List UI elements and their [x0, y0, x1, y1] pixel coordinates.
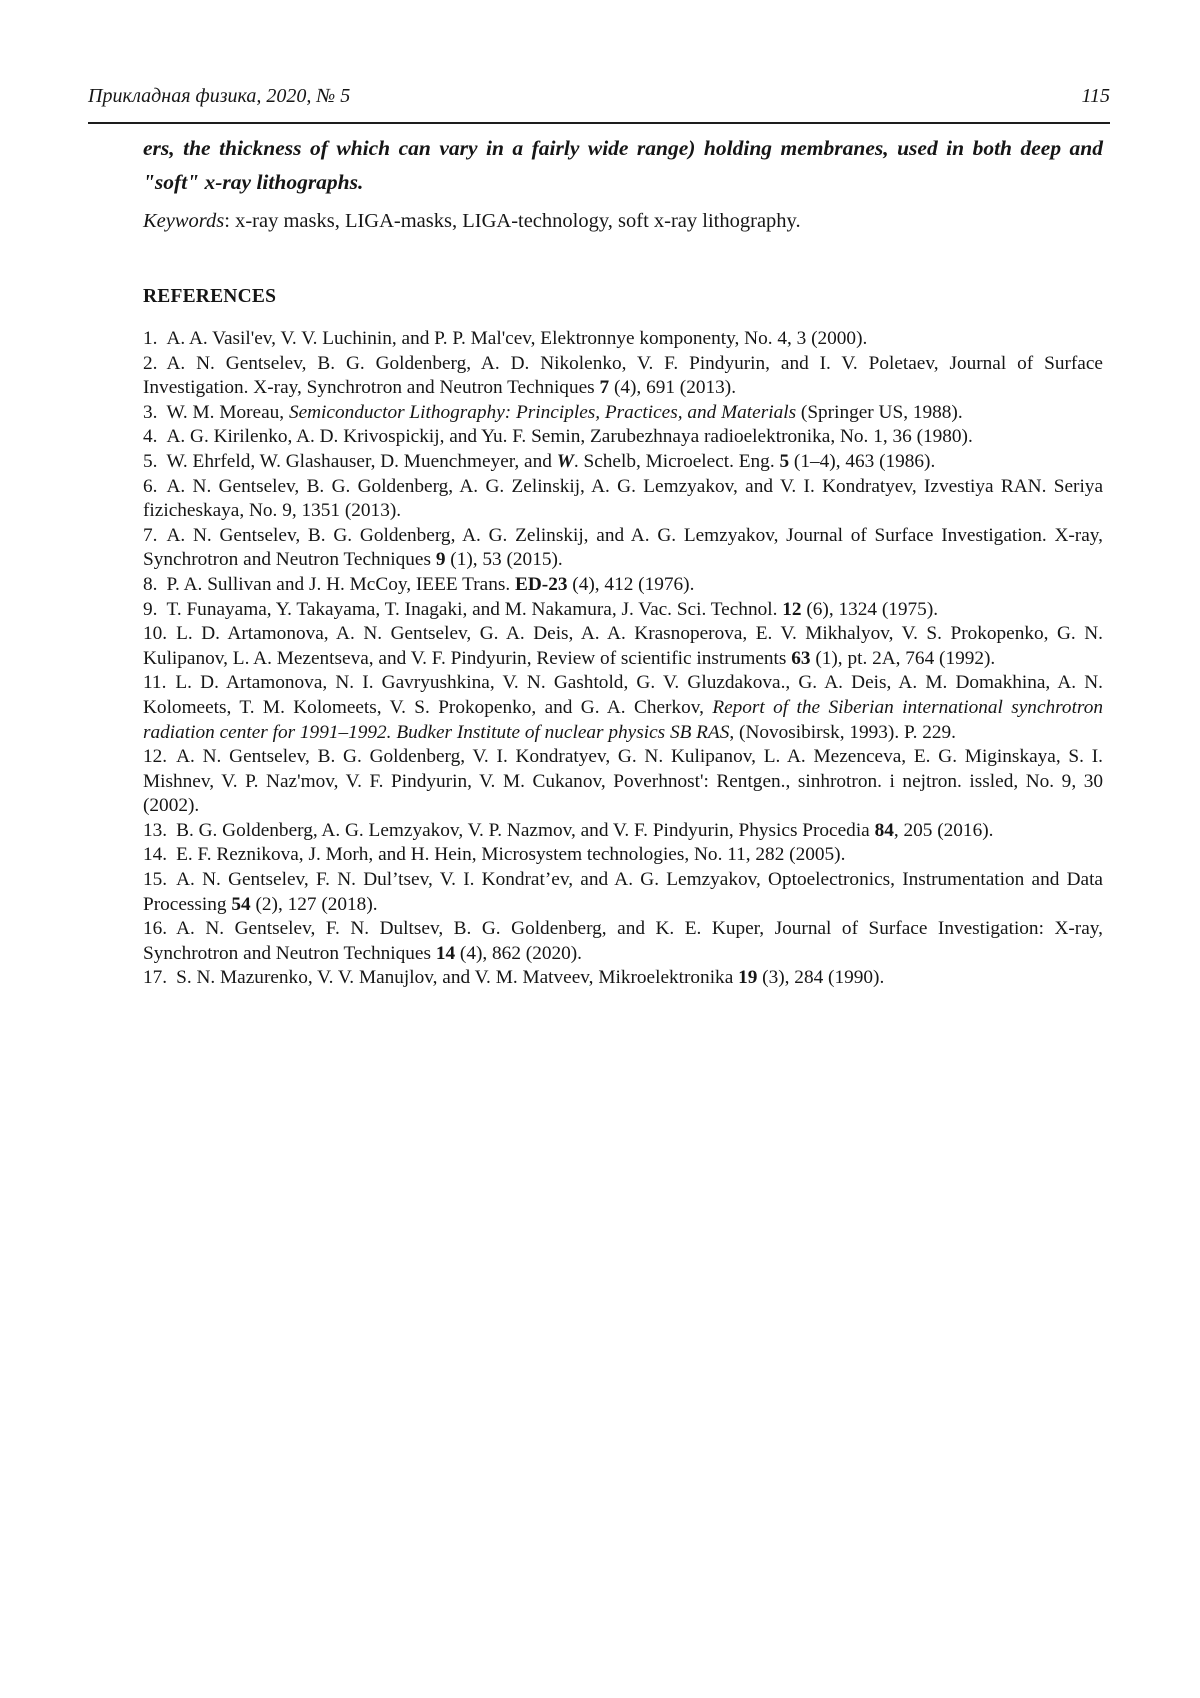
- reference-text: A. N. Gentselev, B. G. Goldenberg, V. I. Kondratyev, G. N. Kulipanov, L. A. Mezenceva, E. G. Miginskaya, S. I. Mishnev, V. P. Naz'mov, V. F. Pindyurin, V. M. Cukanov, Poverhnost': Rentgen., sinhrotron. i nejtron. issled, No. 9, 30 (2002).: [143, 746, 1103, 817]
- reference-number: 14.: [143, 844, 168, 866]
- reference-number: 12.: [143, 746, 168, 768]
- reference-item: [143, 401, 1103, 426]
- reference-text: . Schelb, Microelect. Eng.: [573, 450, 780, 472]
- reference-text: 9: [435, 549, 446, 571]
- reference-number: 5.: [143, 450, 158, 472]
- reference-text: A. G. Kirilenko, A. D. Krivospickij, and Yu. F. Semin, Zarubezhnaya radioelektronika, No. 1, 36 (1980).: [166, 426, 973, 448]
- reference-number: 17.: [143, 967, 168, 989]
- reference-number: 13.: [143, 819, 168, 841]
- reference-text: (4), 691 (2013).: [609, 377, 737, 399]
- reference-item: [143, 843, 1103, 868]
- reference-item: [143, 327, 1103, 352]
- reference-number: 3.: [143, 401, 158, 423]
- reference-item: [143, 352, 1103, 401]
- page-number: 115: [1081, 85, 1110, 107]
- reference-text: (3), 284 (1990).: [757, 967, 885, 989]
- reference-text: P. A. Sullivan and J. H. McCoy, IEEE Trans.: [166, 573, 515, 595]
- reference-text: W. M. Moreau,: [166, 401, 289, 423]
- reference-item: [143, 573, 1103, 598]
- reference-item: [143, 917, 1103, 966]
- reference-text: , (Novosibirsk, 1993). P. 229.: [729, 721, 956, 743]
- reference-item: [143, 598, 1103, 623]
- reference-text: (Springer US, 1988).: [796, 401, 963, 423]
- reference-item: [143, 966, 1103, 991]
- reference-text: Semiconductor Lithography: Principles, Practices, and Materials: [288, 401, 797, 423]
- reference-text: 7: [599, 377, 610, 399]
- reference-text: E. F. Reznikova, J. Morh, and H. Hein, Microsystem technologies, No. 11, 282 (2005).: [176, 844, 846, 866]
- reference-number: 9.: [143, 598, 158, 620]
- reference-text: (6), 1324 (1975).: [801, 598, 939, 620]
- reference-item: [143, 819, 1103, 844]
- reference-text: , 205 (2016).: [893, 819, 994, 841]
- reference-text: A. N. Gentselev, F. N. Dul’tsev, V. I. Kondrat’ev, and A. G. Lemzyakov, Optoelectronics, Instrumentation and Data Processing: [143, 869, 1103, 915]
- reference-text: (4), 412 (1976).: [567, 573, 695, 595]
- keywords-text: : x-ray masks, LIGA-masks, LIGA-technology, soft x-ray lithography.: [224, 210, 801, 232]
- reference-item: [143, 475, 1103, 524]
- reference-text: 5: [779, 450, 790, 472]
- reference-text: (2), 127 (2018).: [250, 893, 378, 915]
- reference-text: (1), pt. 2A, 764 (1992).: [810, 647, 996, 669]
- page-header: [88, 84, 1110, 108]
- reference-number: 8.: [143, 573, 158, 595]
- reference-text: 14: [435, 942, 456, 964]
- reference-number: 4.: [143, 426, 158, 448]
- reference-number: 2.: [143, 352, 158, 374]
- reference-text: S. N. Mazurenko, V. V. Manujlov, and V. M. Matveev, Mikroelektronika: [176, 967, 739, 989]
- reference-text: A. N. Gentselev, F. N. Dultsev, B. G. Goldenberg, and K. E. Kuper, Journal of Surface Investigation: X-ray, Synchrotron and Neutron Techniques: [143, 918, 1103, 964]
- reference-text: W: [556, 450, 574, 472]
- reference-text: (1–4), 463 (1986).: [789, 450, 936, 472]
- reference-number: 1.: [143, 328, 158, 349]
- reference-number: 10.: [143, 623, 168, 645]
- reference-number: 6.: [143, 475, 158, 497]
- reference-text: (1), 53 (2015).: [445, 549, 563, 571]
- reference-number: 7.: [143, 524, 158, 546]
- reference-number: 15.: [143, 869, 168, 891]
- reference-text: A. N. Gentselev, B. G. Goldenberg, A. G. Zelinskij, A. G. Lemzyakov, and V. I. Kondratyev, Izvestiya RAN. Seriya fizicheskaya, No. 9, 1351 (2013).: [143, 475, 1103, 522]
- reference-text: L. D. Artamonova, A. N. Gentselev, G. A. Deis, A. A. Krasnoperova, E. V. Mikhalyov, V. S. Prokopenko, G. N. Kulipanov, L. A. Mezentseva, and V. F. Pindyurin, Review of scientific instruments: [143, 623, 1103, 669]
- keywords-paragraph: [143, 208, 1103, 235]
- references-list: [143, 327, 1103, 991]
- reference-text: B. G. Goldenberg, A. G. Lemzyakov, V. P. Nazmov, and V. F. Pindyurin, Physics Procedia: [176, 819, 875, 841]
- reference-text: (4), 862 (2020).: [455, 942, 583, 964]
- references-heading: REFERENCES: [143, 286, 277, 307]
- reference-item: [143, 868, 1103, 917]
- reference-item: [143, 425, 1103, 450]
- reference-text: A. A. Vasil'ev, V. V. Luchinin, and P. P. Mal'cev, Elektronnye komponenty, No. 4, 3 (2000).: [166, 328, 868, 349]
- reference-text: T. Funayama, Y. Takayama, T. Inagaki, and M. Nakamura, J. Vac. Sci. Technol.: [166, 598, 783, 620]
- reference-text: Report of the Siberian international synchrotron radiation center for 1991–1992. Budker Institute of nuclear physics SB RAS: [143, 696, 1103, 743]
- reference-item: [143, 524, 1103, 573]
- reference-text: 12: [782, 598, 802, 620]
- reference-text: A. N. Gentselev, B. G. Goldenberg, A. D. Nikolenko, V. F. Pindyurin, and I. V. Poletaev, Journal of Surface Investigation. X-ray, Synchrotron and Neutron Techniques: [143, 352, 1103, 399]
- reference-text: 54: [231, 893, 251, 915]
- reference-text: 63: [791, 647, 811, 669]
- reference-text: 19: [738, 967, 758, 989]
- reference-item: [143, 745, 1103, 819]
- reference-text: W. Ehrfeld, W. Glashauser, D. Muenchmeyer, and: [166, 450, 557, 472]
- reference-number: 16.: [143, 918, 168, 940]
- reference-text: ED-23: [514, 573, 568, 595]
- reference-item: [143, 671, 1103, 745]
- body-column: [143, 132, 1103, 991]
- keywords-label: Keywords: [143, 210, 225, 232]
- reference-text: 84: [874, 819, 894, 841]
- header-rule: [88, 122, 1110, 124]
- reference-number: 11.: [143, 672, 167, 694]
- journal-title: Прикладная физика, 2020, № 5: [88, 85, 351, 107]
- reference-item: [143, 450, 1103, 475]
- reference-text: A. N. Gentselev, B. G. Goldenberg, A. G. Zelinskij, and A. G. Lemzyakov, Journal of Surface Investigation. X-ray, Synchrotron and Neutron Techniques: [143, 524, 1103, 571]
- reference-text: L. D. Artamonova, N. I. Gavryushkina, V. N. Gashtold, G. V. Gluzdakova., G. A. Deis, A. M. Domakhina, A. N. Kolomeets, T. M. Kolomeets, V. S. Prokopenko, and G. A. Cherkov,: [143, 672, 1103, 718]
- abstract-paragraph: ers, the thickness of which can vary in a fairly wide range) holding membranes, used in both deep and "soft" x-ray lithographs.: [143, 136, 1103, 194]
- reference-item: [143, 622, 1103, 671]
